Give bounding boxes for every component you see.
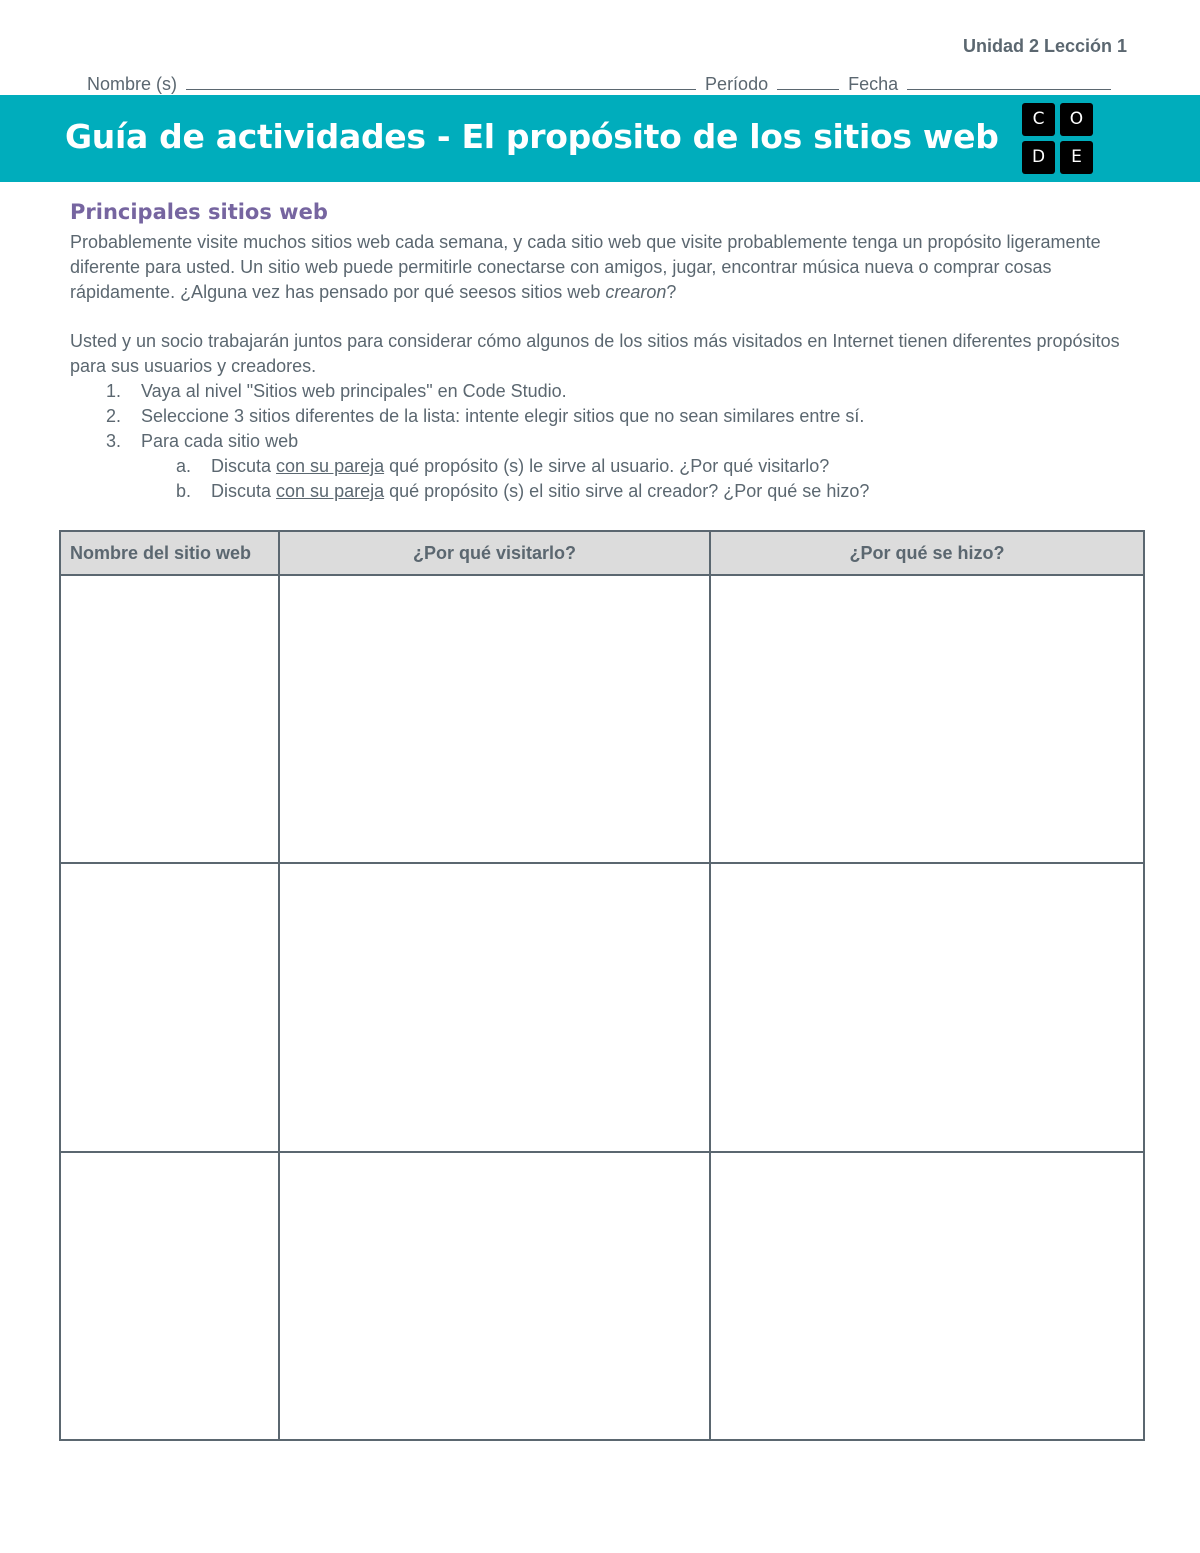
site-name-cell[interactable] xyxy=(60,1152,279,1440)
substep-letter: a. xyxy=(176,456,192,476)
name-field[interactable] xyxy=(186,71,696,90)
why-visit-cell[interactable] xyxy=(279,1152,710,1440)
why-made-cell[interactable] xyxy=(710,575,1144,863)
step-text: Vaya al nivel "Sitios web principales" en Code Studio. xyxy=(141,381,567,401)
why-made-cell[interactable] xyxy=(710,1152,1144,1440)
section-title: Principales sitios web xyxy=(70,200,328,224)
substep-post: qué propósito (s) le sirve al usuario. ¿Por qué visitarlo? xyxy=(384,456,830,476)
logo-letter-d: D xyxy=(1022,141,1055,174)
table-row xyxy=(60,863,1144,1151)
name-period-date-line xyxy=(87,71,1115,95)
header-why-visit: ¿Por qué visitarlo? xyxy=(279,531,710,575)
websites-table xyxy=(59,530,1145,1441)
why-made-cell[interactable] xyxy=(710,863,1144,1151)
intro-paragraph xyxy=(70,230,1130,305)
intro-text: Probablemente visite muchos sitios web cada semana, y cada sitio web que visite probablemente tenga un propósito ligeramente diferente para usted. Un sitio web puede permitirle conectarse con amigos, jugar, encontrar música nueva o comprar cosas rápidamente. ¿Alguna vez has pensado por qué seesos sitios web xyxy=(70,232,1101,302)
date-field[interactable] xyxy=(907,71,1111,90)
substep-pre: Discuta xyxy=(211,456,277,476)
table-header-row xyxy=(60,531,1144,575)
step-text: Para cada sitio web xyxy=(141,431,299,451)
date-label: Fecha xyxy=(848,74,899,94)
header-site-name: Nombre del sitio web xyxy=(60,531,279,575)
name-label: Nombre (s) xyxy=(87,74,178,94)
site-name-cell[interactable] xyxy=(60,575,279,863)
substep-underline: con su pareja xyxy=(276,481,385,501)
step-number: 2. xyxy=(106,406,122,426)
code-logo xyxy=(1022,103,1094,175)
why-visit-cell[interactable] xyxy=(279,575,710,863)
logo-letter-e: E xyxy=(1060,141,1093,174)
substep-letter: b. xyxy=(176,481,192,501)
period-label: Período xyxy=(705,74,769,94)
step-text: Seleccione 3 sitios diferentes de la lista: intente elegir sitios que no sean similares entre sí. xyxy=(141,406,865,426)
header-why-made: ¿Por qué se hizo? xyxy=(710,531,1144,575)
intro-end: ? xyxy=(666,282,677,302)
substep-text xyxy=(211,479,869,504)
table-row xyxy=(60,1152,1144,1440)
page-title: Guía de actividades - El propósito de los sitios web xyxy=(65,117,999,156)
substep-post: qué propósito (s) el sitio sirve al creador? ¿Por qué se hizo? xyxy=(384,481,870,501)
step-number: 3. xyxy=(106,431,122,451)
logo-letter-c: C xyxy=(1022,103,1055,136)
unit-lesson-label: Unidad 2 Lección 1 xyxy=(962,36,1127,56)
title-banner xyxy=(0,95,1200,182)
logo-letter-o: O xyxy=(1060,103,1093,136)
step-number: 1. xyxy=(106,381,122,401)
partner-paragraph: Usted y un socio trabajarán juntos para considerar cómo algunos de los sitios más visitados en Internet tienen diferentes propósitos para sus usuarios y creadores. xyxy=(70,331,1120,376)
intro-emphasis: crearon xyxy=(605,282,667,302)
period-field[interactable] xyxy=(777,71,839,90)
why-visit-cell[interactable] xyxy=(279,863,710,1151)
table-row xyxy=(60,575,1144,863)
substep-underline: con su pareja xyxy=(276,456,385,476)
site-name-cell[interactable] xyxy=(60,863,279,1151)
substep-text xyxy=(211,454,829,479)
substep-pre: Discuta xyxy=(211,481,277,501)
